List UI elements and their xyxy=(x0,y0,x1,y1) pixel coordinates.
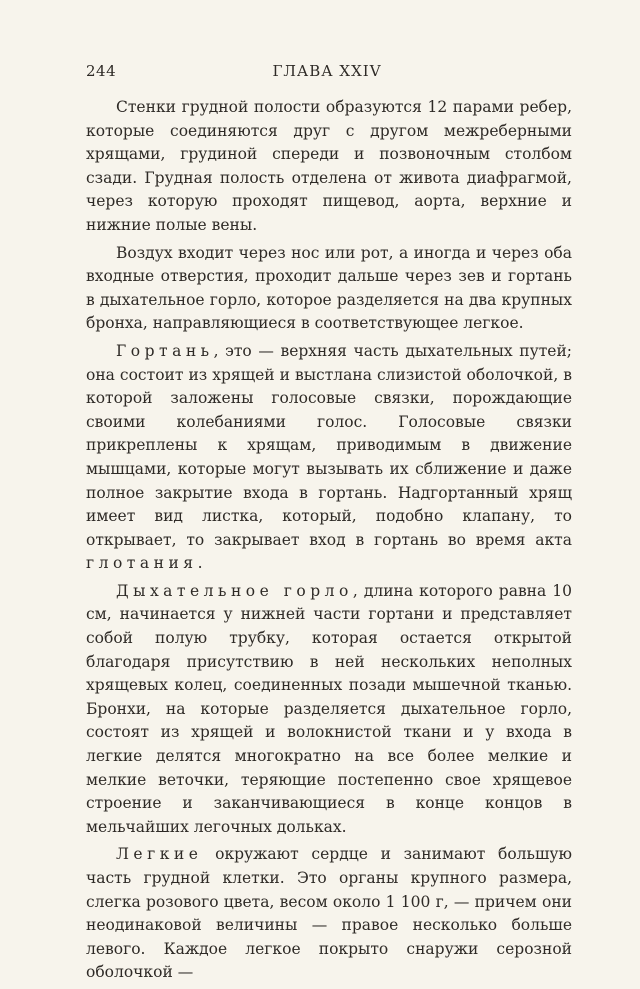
paragraph-tail: . xyxy=(197,554,203,573)
paragraph-text: Стенки грудной полости образуются 12 парами ребер, которые соединяются друг с другом межреберными хрящами, грудиной спереди и позвоночным столбом сзади. Грудная полость отделена от живота диафрагмой, через которую проходят пищевод, аорта, верхние и нижние полые вены. xyxy=(86,98,572,234)
paragraph-text: , длина которого равна 10 см, начинается у нижней части гортани и представляет собой полую трубку, которая остается открытой благодаря присутствию в ней нескольких неполных хрящевых колец, соединенных позади мышечной тканью. Бронхи, на которые разделяется дыхательное горло, состоят из хрящей и волокнистой ткани и у входа в легкие делятся многократно на все более мелкие и мелкие веточки, теряющие постепенно свое хрящевое строение и заканчивающиеся в конце концов в мельчайших легочных дольках. xyxy=(86,581,572,836)
paragraph-text: Воздух входит через нос или рот, а иногда и через оба входные отверстия, проходит дальше через зев и гортань в дыхательное горло, которое разделяется на два крупных бронха, направляющиеся в соответствующее легкое. xyxy=(86,243,572,333)
paragraph-lungs xyxy=(86,843,572,985)
chapter-title: ГЛАВА XXIV xyxy=(272,62,382,80)
paragraph-larynx xyxy=(86,340,572,576)
spaced-term-lungs: Легкие xyxy=(116,845,203,864)
paragraph-chest-walls xyxy=(86,96,572,238)
paragraph-text: окружают сердце и занимают большую часть грудной клетки. Это органы крупного размера, слегка розового цвета, весом около 1 100 г, — причем они неодинаковой величины — правое несколько больше левого. Каждое легкое покрыто снаружи серозной оболочкой — xyxy=(86,845,572,982)
paragraph-text: , это — верхняя часть дыхательных путей; она состоит из хрящей и выстлана слизистой оболочкой, в которой заложены голосовые связки, порождающие своими колебаниями голос. Голосовые связки прикреплены к хрящам, приводимым в движение мышцами, которые могут вызывать их сближение и даже полное закрытие входа в гортань. Надгортанный хрящ имеет вид листка, который, подобно клапану, то открывает, то закрывает вход в гортань во время акта xyxy=(86,341,572,549)
spaced-term-larynx: Гортань xyxy=(116,341,214,360)
body-text xyxy=(86,96,572,989)
spaced-term-trachea: Дыхательное горло xyxy=(116,581,353,600)
paragraph-trachea xyxy=(86,580,572,840)
spaced-term-swallowing: глотания xyxy=(86,554,198,573)
page-number: 244 xyxy=(86,62,117,80)
paragraph-air-passage xyxy=(86,242,572,336)
